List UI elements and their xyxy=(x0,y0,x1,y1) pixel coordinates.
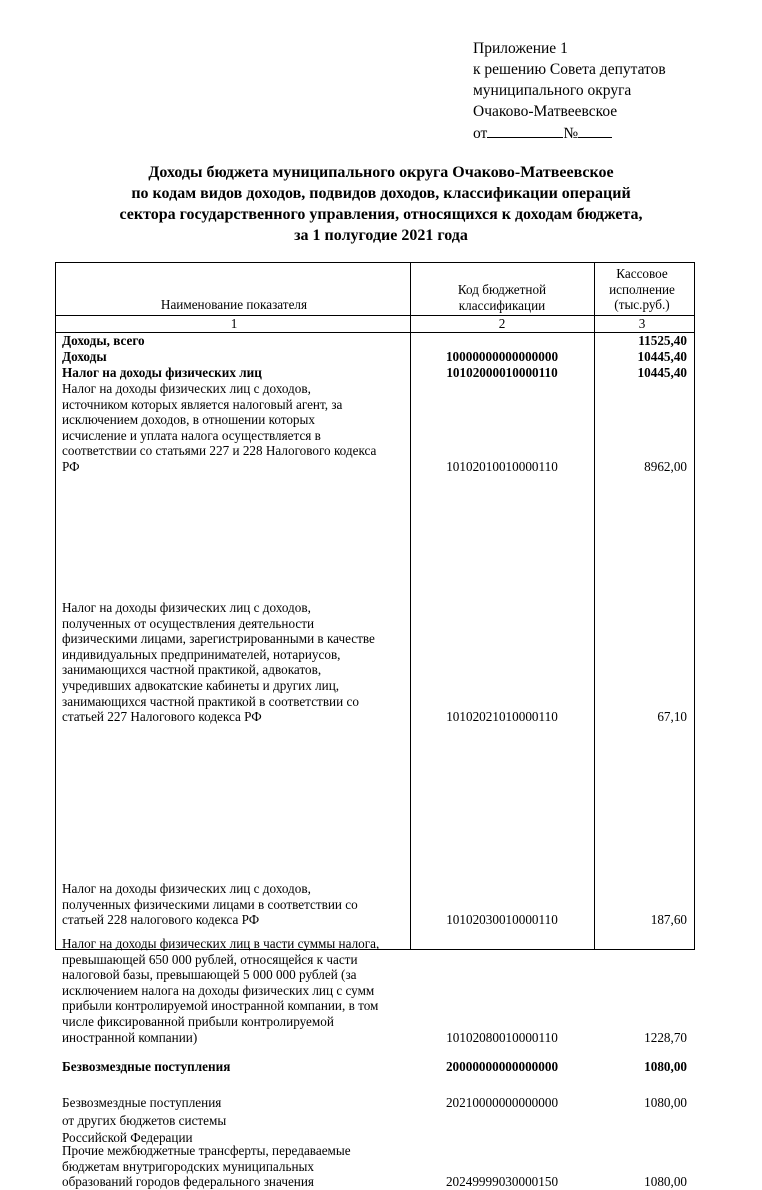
row-3-name-line-1: Налог на доходы физических лиц xyxy=(62,365,262,380)
row-4-name-line-3: исключением доходов, в отношении которых xyxy=(62,412,315,428)
row-5-name-line-2: полученных от осуществления деятельности xyxy=(62,615,315,631)
column-divider-2 xyxy=(594,263,595,949)
row-6-name-line-2: полученных физическими лицами в соответствии со xyxy=(62,896,358,912)
from-label: от xyxy=(473,125,488,142)
appendix-line-3: муниципального округа xyxy=(473,82,632,99)
row-7-code: 10102080010000110 xyxy=(446,1029,558,1045)
row-5-name-line-8: статьей 227 Налогового кодекса РФ xyxy=(62,709,262,725)
row-2-code: 10000000000000000 xyxy=(445,349,559,364)
header-execution-line-2: исполнение xyxy=(609,281,675,297)
row-4-name-line-2: источником которых является налоговый агент, за xyxy=(62,396,343,412)
appendix-block xyxy=(473,38,666,144)
row-9-name-line-1: Безвозмездные поступления xyxy=(62,1095,222,1110)
row-1-name-line-1: Доходы, всего xyxy=(62,333,145,348)
row-5-code: 10102021010000110 xyxy=(446,709,558,725)
header-name: Наименование показателя xyxy=(160,297,308,312)
number-label: № xyxy=(563,125,579,142)
row-6-name xyxy=(62,881,406,928)
header-execution-line-3: (тыс.руб.) xyxy=(614,297,670,313)
row-8-name xyxy=(62,1059,406,1075)
row-9-code: 20210000000000000 xyxy=(445,1095,559,1110)
appendix-line-4: Очаково-Матвеевское xyxy=(473,103,618,120)
row-7-amount: 1228,70 xyxy=(644,1029,687,1045)
row-8-amount: 1080,00 xyxy=(644,1059,687,1074)
row-4-name-line-1: Налог на доходы физических лиц с доходов, xyxy=(62,381,311,396)
row-3-amount: 10445,40 xyxy=(637,365,687,380)
document-title xyxy=(40,162,722,246)
row-6-amount: 187,60 xyxy=(650,912,687,928)
row-1-amount: 11525,40 xyxy=(638,333,687,348)
column-number-1: 1 xyxy=(230,316,238,331)
header-code xyxy=(412,282,592,313)
row-2-name-line-1: Доходы xyxy=(62,349,107,364)
row-7-name-line-6: числе фиксированной прибыли контролируемой xyxy=(62,1013,334,1029)
row-5-name-line-4: индивидуальных предпринимателей, нотариусов, xyxy=(62,646,341,662)
row-8-name-line-1: Безвозмездные поступления xyxy=(62,1059,231,1074)
row-5-name-line-5: занимающихся частной практикой, адвокатов, xyxy=(62,662,322,678)
title-line-4: за 1 полугодие 2021 года xyxy=(294,227,468,244)
row-10-name-line-1: Прочие межбюджетные трансферты, передаваемые xyxy=(62,1143,351,1158)
row-7-name-line-4: исключением налога на доходы физических лиц с сумм xyxy=(62,982,375,998)
row-10-amount: 1080,00 xyxy=(644,1174,687,1190)
row-5-name-line-6: учредивших адвокатские кабинеты и других лиц, xyxy=(62,677,340,693)
row-3-name xyxy=(62,365,406,381)
column-divider-1 xyxy=(410,263,411,949)
row-1-name xyxy=(62,333,406,349)
row-6-name-line-1: Налог на доходы физических лиц с доходов, xyxy=(62,881,311,896)
row-5-name-line-7: занимающихся частной практикой в соответствии со xyxy=(62,693,359,709)
row-8-code: 20000000000000000 xyxy=(445,1059,559,1074)
row-5-amount: 67,10 xyxy=(657,709,687,725)
row-10-name-line-3: образований городов федерального значения xyxy=(62,1174,314,1190)
row-7-name-line-5: прибыли контролируемой иностранной компании, в том xyxy=(62,998,379,1014)
row-4-name-line-6: РФ xyxy=(62,458,80,474)
row-5-name xyxy=(62,600,406,725)
row-7-name-line-2: превышающей 650 000 рублей, относящейся к части xyxy=(62,951,358,967)
appendix-line-1: Приложение 1 xyxy=(473,40,568,57)
row-4-amount: 8962,00 xyxy=(644,459,687,474)
row-10-name xyxy=(62,1143,406,1190)
row-9-name-line-2: от других бюджетов системы xyxy=(62,1112,227,1128)
row-5-name-line-1: Налог на доходы физических лиц с доходов, xyxy=(62,600,311,615)
header-code-line-1: Код бюджетной xyxy=(457,282,547,297)
row-7-name-line-7: иностранной компании) xyxy=(62,1029,198,1045)
row-4-name xyxy=(62,381,406,475)
row-3-code: 10102000010000110 xyxy=(446,365,558,380)
number-blank xyxy=(578,122,612,138)
row-4-code: 10102010010000110 xyxy=(446,459,558,474)
row-9-name-line-3: Российской Федерации xyxy=(62,1130,193,1146)
row-2-name xyxy=(62,349,406,365)
header-code-line-2: классификации xyxy=(458,297,546,313)
appendix-line-2: к решению Совета депутатов xyxy=(473,61,666,78)
title-line-2: по кодам видов доходов, подвидов доходов, классификации операций xyxy=(131,185,631,202)
row-7-name-line-1: Налог на доходы физических лиц в части суммы налога, xyxy=(62,936,380,951)
row-7-name-line-3: налоговой базы, превышающей 5 000 000 рублей (за xyxy=(62,967,357,983)
row-10-name-line-2: бюджетам внутригородских муниципальных xyxy=(62,1158,314,1174)
row-9-name xyxy=(62,1095,406,1146)
row-7-name xyxy=(62,936,406,1045)
header-execution-line-1: Кассовое xyxy=(616,266,668,281)
column-number-2: 2 xyxy=(498,316,506,331)
row-6-name-line-3: статьей 228 налогового кодекса РФ xyxy=(62,912,260,928)
row-10-code: 20249999030000150 xyxy=(445,1174,559,1190)
row-4-name-line-5: соответствии со статьями 227 и 228 Налогового кодекса xyxy=(62,443,377,459)
income-table xyxy=(55,262,695,1190)
header-execution xyxy=(597,266,687,313)
appendix-date-number-line xyxy=(473,122,666,144)
row-6-code: 10102030010000110 xyxy=(446,912,558,928)
title-line-1: Доходы бюджета муниципального округа Очаково-Матвеевское xyxy=(148,164,614,181)
title-line-3: сектора государственного управления, относящихся к доходам бюджета, xyxy=(119,206,643,223)
date-blank xyxy=(487,122,563,138)
row-9-amount: 1080,00 xyxy=(644,1095,687,1110)
row-4-name-line-4: исчисление и уплата налога осуществляется в xyxy=(62,427,321,443)
row-5-name-line-3: физическими лицами, зарегистрированными в качестве xyxy=(62,631,375,647)
column-number-3: 3 xyxy=(638,316,646,331)
row-2-amount: 10445,40 xyxy=(637,349,687,364)
